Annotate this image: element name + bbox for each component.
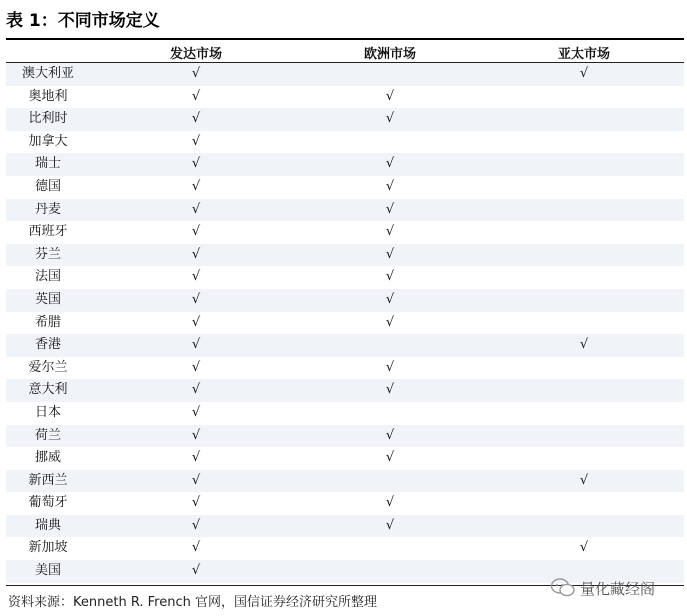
country-name: 美国 (34, 563, 61, 579)
developed-market-check: √ (191, 450, 201, 466)
developed-market-check: √ (191, 201, 201, 217)
europe-market-check: √ (385, 359, 395, 375)
developed-market-check: √ (191, 382, 201, 398)
developed-market-check: √ (191, 178, 201, 194)
developed-market-check: √ (191, 472, 201, 488)
column-header-asia-pacific: 亚太市场 (557, 47, 610, 62)
europe-market-check: √ (385, 450, 395, 466)
country-name: 法国 (34, 269, 61, 285)
country-name: 英国 (34, 291, 61, 307)
country-name: 加拿大 (28, 133, 68, 149)
europe-market-check: √ (385, 291, 395, 307)
table-row (6, 266, 684, 289)
europe-market-check: √ (385, 382, 395, 398)
column-header-europe: 欧洲市场 (363, 47, 416, 62)
table-row (6, 63, 684, 86)
table-row (6, 447, 684, 470)
europe-market-check: √ (385, 314, 395, 330)
country-name: 澳大利亚 (21, 66, 74, 81)
country-name: 瑞典 (34, 517, 61, 533)
country-name: 奥地利 (28, 88, 68, 104)
europe-market-check: √ (385, 224, 395, 240)
table-row (6, 334, 684, 357)
europe-market-check: √ (385, 178, 395, 194)
column-header-developed: 发达市场 (169, 47, 222, 62)
developed-market-check: √ (191, 66, 201, 81)
developed-market-check: √ (191, 111, 201, 127)
country-name: 比利时 (28, 111, 68, 127)
asia-pacific-market-check: √ (579, 66, 589, 81)
table-row (6, 357, 684, 380)
developed-market-check: √ (191, 291, 201, 307)
table-row (6, 379, 684, 402)
developed-market-check: √ (191, 337, 201, 353)
developed-market-check: √ (191, 517, 201, 533)
developed-market-check: √ (191, 246, 201, 262)
country-name: 瑞士 (34, 156, 61, 172)
watermark (550, 574, 655, 602)
europe-market-check: √ (385, 269, 395, 285)
developed-market-check: √ (191, 427, 201, 443)
table-row (6, 470, 684, 493)
europe-market-check: √ (385, 111, 395, 127)
table-row (6, 425, 684, 448)
europe-market-check: √ (385, 88, 395, 104)
watermark-text: 量化藏经阁 (580, 579, 656, 598)
table-header (6, 40, 684, 62)
europe-market-check: √ (385, 201, 395, 217)
country-name: 爱尔兰 (28, 359, 68, 375)
table-row (6, 176, 684, 199)
table-row (6, 131, 684, 154)
table-title: 表 1：不同市场定义 (6, 11, 160, 31)
table-body (6, 63, 684, 583)
table-row (6, 153, 684, 176)
developed-market-check: √ (191, 495, 201, 511)
developed-market-check: √ (191, 224, 201, 240)
developed-market-check: √ (191, 563, 201, 579)
country-name: 葡萄牙 (28, 495, 68, 511)
europe-market-check: √ (385, 495, 395, 511)
country-name: 挪威 (34, 450, 61, 466)
asia-pacific-market-check: √ (579, 472, 589, 488)
asia-pacific-market-check: √ (579, 337, 589, 353)
developed-market-check: √ (191, 88, 201, 104)
country-name: 希腊 (34, 314, 61, 330)
table-row (6, 312, 684, 335)
wechat-icon (550, 577, 576, 599)
developed-market-check: √ (191, 156, 201, 172)
country-name: 德国 (34, 178, 61, 194)
asia-pacific-market-check: √ (579, 540, 589, 556)
country-name: 丹麦 (34, 201, 61, 217)
europe-market-check: √ (385, 427, 395, 443)
europe-market-check: √ (385, 246, 395, 262)
table-row (6, 515, 684, 538)
table-row (6, 289, 684, 312)
country-name: 日本 (34, 404, 61, 420)
developed-market-check: √ (191, 404, 201, 420)
country-name: 意大利 (28, 382, 68, 398)
country-name: 西班牙 (28, 224, 68, 240)
developed-market-check: √ (191, 269, 201, 285)
country-name: 荷兰 (34, 427, 61, 443)
table-row (6, 537, 684, 560)
europe-market-check: √ (385, 156, 395, 172)
country-name: 芬兰 (34, 246, 61, 262)
table-row (6, 402, 684, 425)
developed-market-check: √ (191, 540, 201, 556)
developed-market-check: √ (191, 359, 201, 375)
country-name: 香港 (34, 337, 61, 353)
country-name: 新西兰 (28, 472, 68, 488)
table-row (6, 221, 684, 244)
country-name: 新加坡 (28, 540, 68, 556)
table-row (6, 108, 684, 131)
source-note: 资料来源：Kenneth R. French 官网，国信证券经济研究所整理 (8, 595, 378, 610)
developed-market-check: √ (191, 314, 201, 330)
table-row (6, 244, 684, 267)
table-row (6, 86, 684, 109)
table-row (6, 199, 684, 222)
developed-market-check: √ (191, 133, 201, 149)
table-row (6, 492, 684, 515)
europe-market-check: √ (385, 517, 395, 533)
